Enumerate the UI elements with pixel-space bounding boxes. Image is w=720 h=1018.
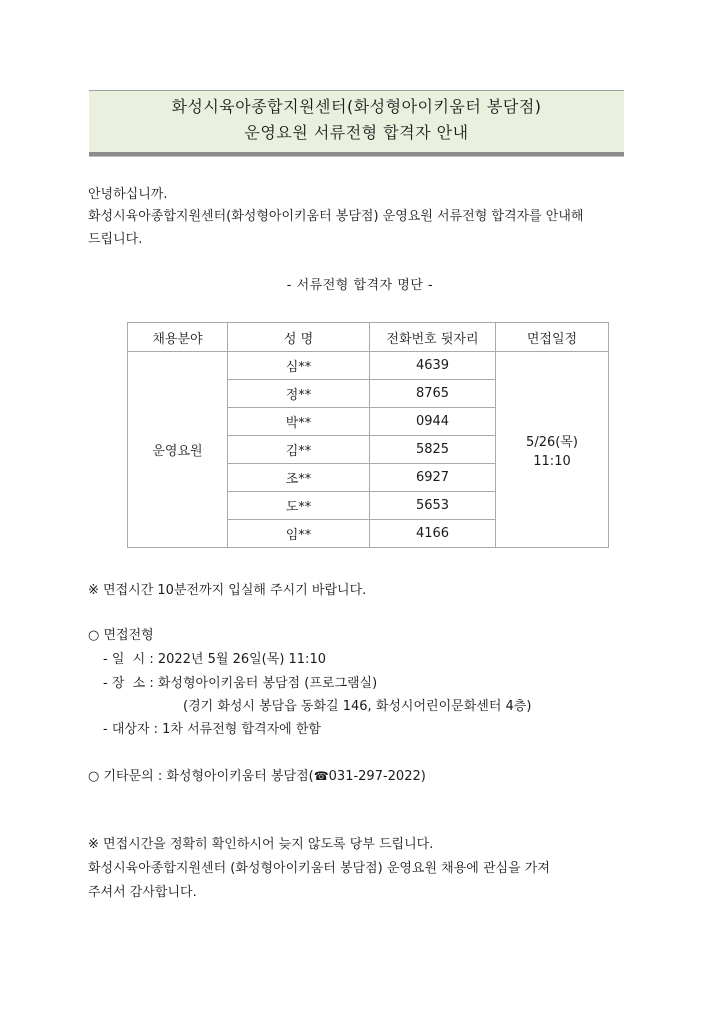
name-cell: 임** bbox=[228, 520, 370, 548]
name-cell: 박** bbox=[228, 408, 370, 436]
header-name: 성 명 bbox=[228, 323, 370, 352]
schedule-cell bbox=[496, 352, 609, 548]
title-box bbox=[89, 90, 624, 156]
name-cell: 심** bbox=[228, 352, 370, 380]
intro-line-2: 드립니다. bbox=[88, 232, 143, 247]
header-phone: 전화번호 뒷자리 bbox=[370, 323, 496, 352]
phone-cell: 8765 bbox=[370, 380, 496, 408]
contact-phone: 031-297-2022) bbox=[328, 769, 426, 784]
greeting: 안녕하십니까. bbox=[88, 187, 168, 202]
phone-cell: 6927 bbox=[370, 464, 496, 492]
phone-cell: 4166 bbox=[370, 520, 496, 548]
interview-date: 5/26(목) bbox=[526, 434, 578, 450]
roster-table bbox=[127, 322, 609, 548]
list-title: - 서류전형 합격자 명단 - bbox=[286, 278, 434, 293]
table-header-row bbox=[128, 323, 609, 352]
name-cell: 도** bbox=[228, 492, 370, 520]
phone-cell: 5825 bbox=[370, 436, 496, 464]
name-cell: 조** bbox=[228, 464, 370, 492]
closing-line-2: 주셔서 감사합니다. bbox=[88, 885, 197, 900]
header-schedule: 면접일정 bbox=[496, 323, 609, 352]
interview-target-line: - 대상자 : 1차 서류전형 합격자에 한함 bbox=[103, 722, 321, 737]
phone-cell: 0944 bbox=[370, 408, 496, 436]
phone-icon: ☎ bbox=[313, 769, 329, 783]
name-cell: 김** bbox=[228, 436, 370, 464]
name-cell: 정** bbox=[228, 380, 370, 408]
interview-address-line: (경기 화성시 봉담읍 동화길 146, 화성시어린이문화센터 4층) bbox=[183, 699, 532, 714]
phone-cell: 4639 bbox=[370, 352, 496, 380]
page-title: 화성시육아종합지원센터(화성형아이키움터 봉담점) bbox=[171, 97, 542, 116]
intro-line-1: 화성시육아종합지원센터(화성형아이키움터 봉담점) 운영요원 서류전형 합격자를 안내해 bbox=[88, 209, 584, 224]
interview-date-line: - 일 시 : 2022년 5월 26일(목) 11:10 bbox=[103, 652, 326, 667]
page-subtitle: 운영요원 서류전형 합격자 안내 bbox=[244, 123, 469, 142]
contact-line bbox=[88, 764, 426, 789]
contact-prefix: ○ 기타문의 : 화성형아이키움터 봉담점( bbox=[88, 769, 314, 784]
table-row bbox=[128, 352, 609, 380]
closing-note: ※ 면접시간을 정확히 확인하시어 늦지 않도록 당부 드립니다. bbox=[88, 837, 434, 852]
interview-heading: ○ 면접전형 bbox=[88, 628, 154, 643]
closing-line-1: 화성시육아종합지원센터 (화성형아이키움터 봉담점) 운영요원 채용에 관심을 가져 bbox=[88, 861, 550, 876]
phone-cell: 5653 bbox=[370, 492, 496, 520]
arrival-note: ※ 면접시간 10분전까지 입실해 주시기 바랍니다. bbox=[88, 583, 367, 598]
interview-time: 11:10 bbox=[533, 453, 571, 469]
field-cell: 운영요원 bbox=[128, 352, 228, 548]
interview-place-line: - 장 소 : 화성형아이키움터 봉담점 (프로그램실) bbox=[103, 676, 378, 691]
header-field: 채용분야 bbox=[128, 323, 228, 352]
